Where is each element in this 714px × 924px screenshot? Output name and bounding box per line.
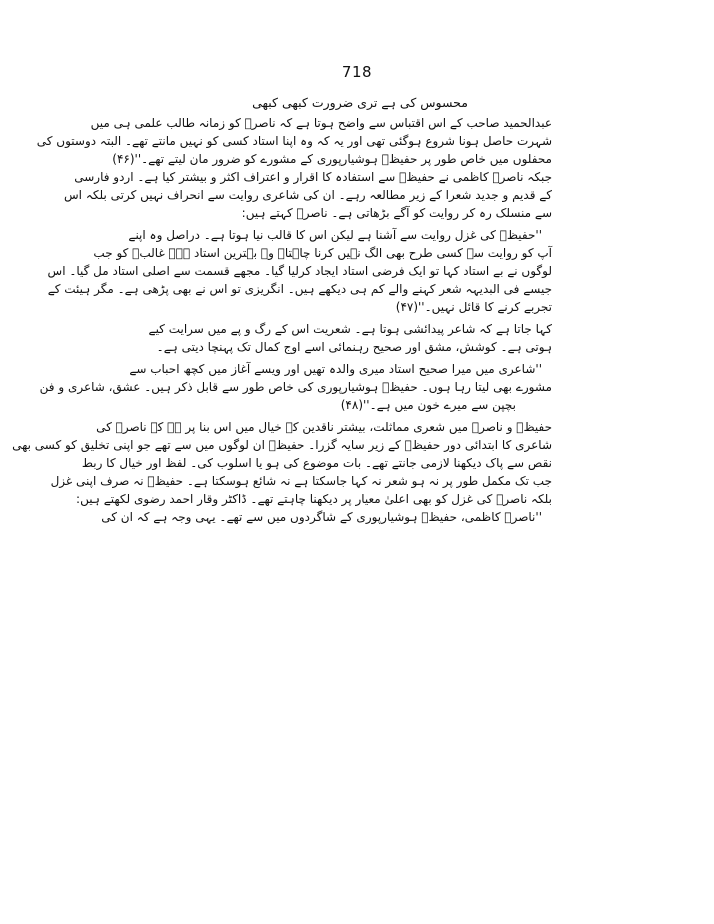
text-line: بلکہ ناصرؔ کی غزل کو بھی اعلیٰ معیار پر دیکھنا چاہتے تھے۔ ڈاکٹر وقار احمد رضوی لکھتے ہیں: xyxy=(76,492,552,506)
text-line: تجربے کرنے کا قائل نہیں۔''(۴۷) xyxy=(395,300,552,314)
text-line: کے قدیم و جدید شعرا کے زیر مطالعہ رہے۔ ان کی شاعری روایت سے انحراف نہیں کرتی بلکہ اس xyxy=(64,188,552,202)
text-line: نقص سے پاک دیکھنا لازمی جانتے تھے۔ بات موضوع کی ہو یا اسلوب کی۔ لفظ اور خیال کا ربط xyxy=(81,456,552,470)
page-number: 718 xyxy=(341,63,373,81)
block-quote xyxy=(101,508,552,526)
text-line: حفیظؔ و ناصرؔ میں شعری مماثلت، بیشتر ناقدین کے خیال میں اس بنا پر ہے کہ ناصرؔ کی xyxy=(96,420,552,434)
body-text xyxy=(12,92,552,526)
paragraph xyxy=(12,418,552,508)
text-line: شاعری کا ابتدائی دور حفیظؔ کے زیر سایہ گزرا۔ حفیظؔ ان لوگوں میں سے تھے جو اپنی تخلیق کو کسی بھی xyxy=(12,438,552,452)
text-line: جبکہ ناصرؔ کاظمی نے حفیظؔ سے استفادہ کا اقرار و اعتراف اکثر و بیشتر کیا ہے۔ اردو فارسی xyxy=(74,170,552,184)
paragraph xyxy=(36,114,552,168)
text-line: جیسے فی البدیہہ شعر کہنے والے کم ہی دیکھے ہیں۔ انگریزی تو اس نے بھی پڑھی ہے۔ مگر ہیئت کے xyxy=(47,282,552,296)
text-line: آپ کو روایت سے کسی طرح بھی الگ نہیں کرنا چاہتا۔ وہ بہترین استاد ہے۔ غالبؔ کو جب xyxy=(93,246,552,260)
verse-heading: محسوس کی ہے تری ضرورت کبھی کبھی xyxy=(252,95,468,110)
text-line: ''ناصرؔ کاظمی، حفیظؔ ہوشیارپوری کے شاگردوں میں سے تھے۔ یہی وجہ ہے کہ ان کی xyxy=(101,510,542,524)
text-line: جب تک مکمل طور پر نہ ہو شعر نہ کہا جاسکتا ہے نہ شائع ہوسکتا ہے۔ حفیظؔ نہ صرف اپنی غزل xyxy=(50,474,552,488)
text-line: عبدالحمید صاحب کے اس اقتباس سے واضح ہوتا ہے کہ ناصرؔ کو زمانہ طالب علمی ہی میں xyxy=(90,116,552,130)
text-line: کہا جاتا ہے کہ شاعر پیدائشی ہوتا ہے۔ شعریت اس کے رگ و پے میں سرایت کیے xyxy=(148,322,552,336)
text-line: شہرت حاصل ہونا شروع ہوگئی تھی اور یہ کہ وہ اپنا استاد کسی کو نہیں مانتے تھے۔ البتہ دوستوں کی xyxy=(36,134,552,148)
block-quote xyxy=(47,226,552,316)
text-line: بچپن سے میرے خون میں ہے۔''(۴۸) xyxy=(340,398,516,412)
text-line: مشورے بھی لیتا رہا ہوں۔ حفیظؔ ہوشیارپوری کی خاص طور سے قابل ذکر ہیں۔ عشق، شاعری و فن xyxy=(39,380,552,394)
text-line: سے منسلک رہ کر روایت کو آگے بڑھاتی ہے۔ ناصرؔ کہتے ہیں: xyxy=(241,206,552,220)
block-quote xyxy=(39,360,552,414)
text-line: محفلوں میں خاص طور پر حفیظؔ ہوشیارپوری کے مشورے کو ضرور مان لیتے تھے۔''(۴۶) xyxy=(112,152,552,166)
paragraph xyxy=(148,320,552,356)
text-line: لوگوں نے بے استاد کہا تو ایک فرضی استاد ایجاد کرلیا گیا۔ مجھے قسمت سے اصلی استاد مل گیا۔ اس xyxy=(47,264,552,278)
text-line: ''حفیظؔ کی غزل روایت سے آشنا ہے لیکن اس کا قالب نیا ہوتا ہے۔ دراصل وہ اپنے xyxy=(128,228,542,242)
text-line: ''شاعری میں میرا صحیح استاد میری والدہ تھیں اور ویسے آغاز میں کچھ احباب سے xyxy=(129,362,542,376)
paragraph xyxy=(64,168,552,222)
text-line: ہوتی ہے۔ کوشش، مشق اور صحیح رہنمائی اسے اوج کمال تک پہنچا دیتی ہے۔ xyxy=(156,340,552,354)
